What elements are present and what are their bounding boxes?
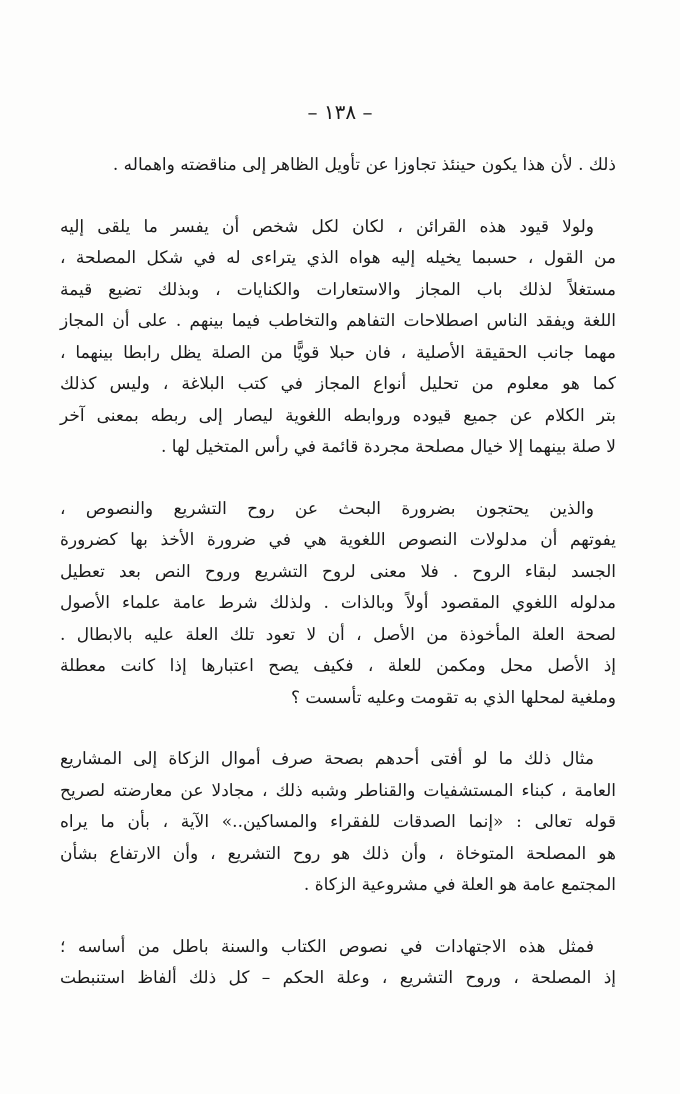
text-line: هو المصلحة المتوخاة ، وأن ذلك هو روح التشريع ، وأن الارتفاع بشأن bbox=[60, 843, 616, 864]
text-line: لا صلة بينهما إلا خيال مصلحة مجردة قائمة في رأس المتخيل لها . bbox=[160, 437, 616, 457]
paragraph bbox=[60, 494, 616, 715]
text-line: والذين يحتجون بضرورة البحث عن روح التشريع والنصوص ، bbox=[60, 498, 594, 519]
text-line: قوله تعالى : «إنما الصدقات للفقراء والمساكين..» الآية ، بأن ما يراه bbox=[60, 812, 616, 832]
text-line: المجتمع عامة هو العلة في مشروعية الزكاة . bbox=[303, 875, 616, 895]
text-line: ولولا قيود هذه القرائن ، لكان لكل شخص أن يفسر ما يلقى إليه bbox=[60, 216, 594, 237]
text-line: ذلك . لأن هذا يكون حينئذ تجاوزا عن تأويل الظاهر إلى مناقضته واهماله . bbox=[112, 155, 616, 175]
text-line: العامة ، كبناء المستشفيات والقناطر وشبه ذلك ، مجادلا عن معارضته لصريح bbox=[60, 780, 616, 801]
paragraph bbox=[60, 744, 616, 902]
text-line: إذ الأصل محل ومكمن للعلة ، فكيف يصح اعتبارها إذا كانت معطلة bbox=[60, 656, 616, 676]
text-line: إذ المصلحة ، وروح التشريع ، وعلة الحكم – كل ذلك ألفاظ استنبطت bbox=[60, 968, 616, 988]
text-line: لصحة العلة المأخوذة من الأصل ، أن لا تعود تلك العلة عليه بالابطال . bbox=[60, 624, 616, 645]
text-line: مستغلاً لذلك باب المجاز والاستعارات والكنايات ، وبذلك تضيع قيمة bbox=[60, 279, 616, 300]
text-line: مثال ذلك ما لو أفتى أحدهم بصحة صرف أموال الزكاة إلى المشاريع bbox=[60, 749, 594, 769]
text-line: يفوتهم أن مدلولات النصوص اللغوية هي في ضرورة الأخذ بها كضرورة bbox=[60, 530, 616, 550]
paragraph bbox=[60, 932, 616, 995]
text-line: الجسد لبقاء الروح . فلا معنى لروح التشريع وروح النص بعد تعطيل bbox=[60, 561, 616, 582]
body-text bbox=[60, 150, 616, 1025]
text-line: اللغة ويفقد الناس اصطلاحات التفاهم والتخاطب فيما بينهم . على أن المجاز bbox=[60, 311, 616, 331]
paragraph bbox=[60, 150, 616, 182]
text-line: من القول ، حسبما يخيله إليه هواه الذي يتراءى له في شكل المصلحة ، bbox=[60, 248, 616, 268]
text-line: كما هو معلوم من تحليل أنواع المجاز في كتب البلاغة ، وليس كذلك bbox=[60, 374, 616, 394]
page-number: – ١٣٨ – bbox=[307, 100, 373, 124]
text-line: بتر الكلام عن جميع قيوده وروابطه اللغوية ليصار إلى ربطه بمعنى آخر bbox=[60, 405, 616, 426]
text-line: مدلوله اللغوي المقصود أولاً وبالذات . ولذلك شرط عامة علماء الأصول bbox=[60, 593, 616, 613]
text-line: مهما جانب الحقيقة الأصلية ، فان حبلا قويًّا من الصلة يظل رابطا بينهما ، bbox=[60, 342, 616, 363]
text-line: وملغية لمحلها الذي به تقومت وعليه تأسست ؟ bbox=[291, 687, 616, 708]
text-line: فمثل هذه الاجتهادات في نصوص الكتاب والسنة باطل من أساسه ؛ bbox=[60, 936, 594, 957]
paragraph bbox=[60, 212, 616, 464]
